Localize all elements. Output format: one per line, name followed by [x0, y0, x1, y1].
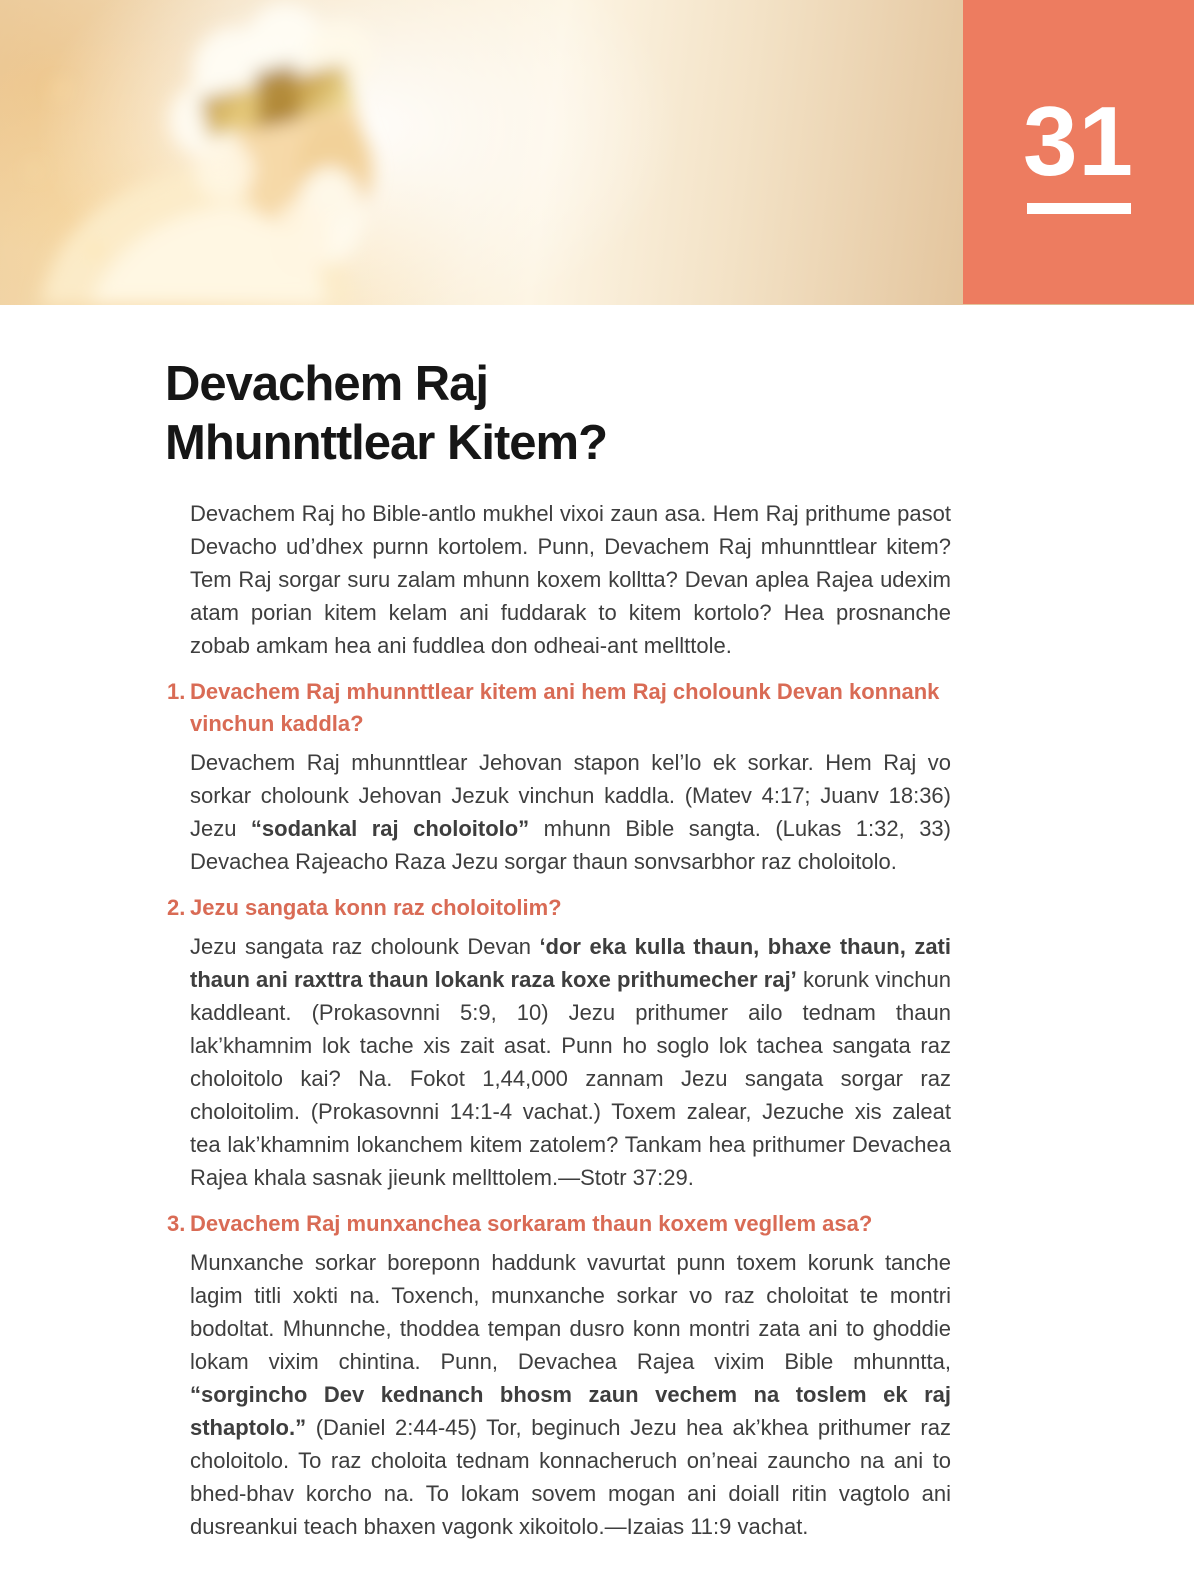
intro-paragraph: Devachem Raj ho Bible-antlo mukhel vixoi zaun asa. Hem Raj prithume pasot Devacho ud’dhex purnn kortolem. Punn, Devachem Raj mhunnttlear kitem? Tem Raj sorgar suru zalam mhunn koxem kolltta? Devan aplea Rajea udexim atam porian kitem kelam ani fuddarak to kitem kortolo? Hea prosnanche zobab amkam hea ani fuddlea don odheai-ant mellttole. [190, 501, 951, 658]
page-title [165, 355, 951, 473]
lesson-number: 31 [1022, 86, 1134, 196]
section-3 [167, 1208, 951, 1543]
section-2-heading-text: Jezu sangata konn raz choloitolim? [190, 895, 562, 920]
page-title-line-2: Mhunnttlear Kitem? [165, 416, 608, 470]
lesson-number-badge [963, 0, 1194, 304]
king-figure-illustration [0, 0, 560, 305]
section-1-paragraph: Devachem Raj mhunnttlear Jehovan stapon kel’lo ek sorkar. Hem Raj vo sorkar cholounk Jehovan Jezuk vinchun kaddla. (Matev 4:17; Juanv 18:36) Jezu “sodankal raj choloitolo” mhunn Bible sangta. (Lukas 1:32, 33) Devachea Rajeacho Raza Jezu sorgar thaun sonvsarbhor raz choloitolo. [190, 750, 951, 874]
section-3-number: 3. [167, 1211, 186, 1236]
hero-image [0, 0, 1194, 305]
section-3-heading [167, 1208, 951, 1240]
section-2 [167, 892, 951, 1194]
section-2-number: 2. [167, 895, 186, 920]
lesson-underline [1027, 203, 1131, 214]
page-title-line-1: Devachem Raj [165, 357, 489, 411]
section-2-heading [167, 892, 951, 924]
lesson-content [0, 355, 1200, 1583]
section-3-paragraph: Munxanche sorkar boreponn haddunk vavurtat punn toxem korunk tanche lagim titli xokti na. Toxench, munxanche sorkar vo raz choloitat te montri bodoltat. Mhunnche, thoddea tempan dusro konn montri zata ani to ghoddie lokam vixim chintina. Punn, Devachea Rajea vixim Bible mhunntta, “sorgincho Dev kednanch bhosm zaun vechem na toslem ek raj sthaptolo.” (Daniel 2:44-45) Tor, beginuch Jezu hea ak’khea prithumer raz choloitolo. To raz choloita tednam konnacheruch on’neai zauncho na ani to bhed-bhav korcho na. To lokam sovem mogan ani doiall ritin vagtolo ani dusreankui teach bhaxen vagonk xikoitolo.—Izaias 11:9 vachat. [190, 1250, 951, 1539]
section-1-heading [167, 676, 951, 740]
section-1-heading-text: Devachem Raj mhunnttlear kitem ani hem Raj cholounk Devan konnank vinchun kaddla? [190, 679, 940, 736]
section-3-heading-text: Devachem Raj munxanchea sorkaram thaun koxem vegllem asa? [190, 1211, 873, 1236]
section-1-number: 1. [167, 679, 186, 704]
section-2-paragraph: Jezu sangata raz cholounk Devan ‘dor eka kulla thaun, bhaxe thaun, zati thaun ani raxttra thaun lokank raza koxe prithumecher raj’ korunk vinchun kaddleant. (Prokasovnni 5:9, 10) Jezu prithumer ailo tednam thaun lak’khamnim lok tache xis zait asat. Punn ho soglo lok tachea sangata raz choloitolo kai? Na. Fokot 1,44,000 zannam Jezu sangata sorgar raz choloitolim. (Prokasovnni 14:1-4 vachat.) Toxem zalear, Jezuche xis zaleat tea lak’khamnim lokanchem kitem zatolem? Tankam hea prithumer Devachea Rajea khala sasnak jieunk mellttolem.—Stotr 37:29. [190, 934, 951, 1190]
section-1 [167, 676, 951, 878]
